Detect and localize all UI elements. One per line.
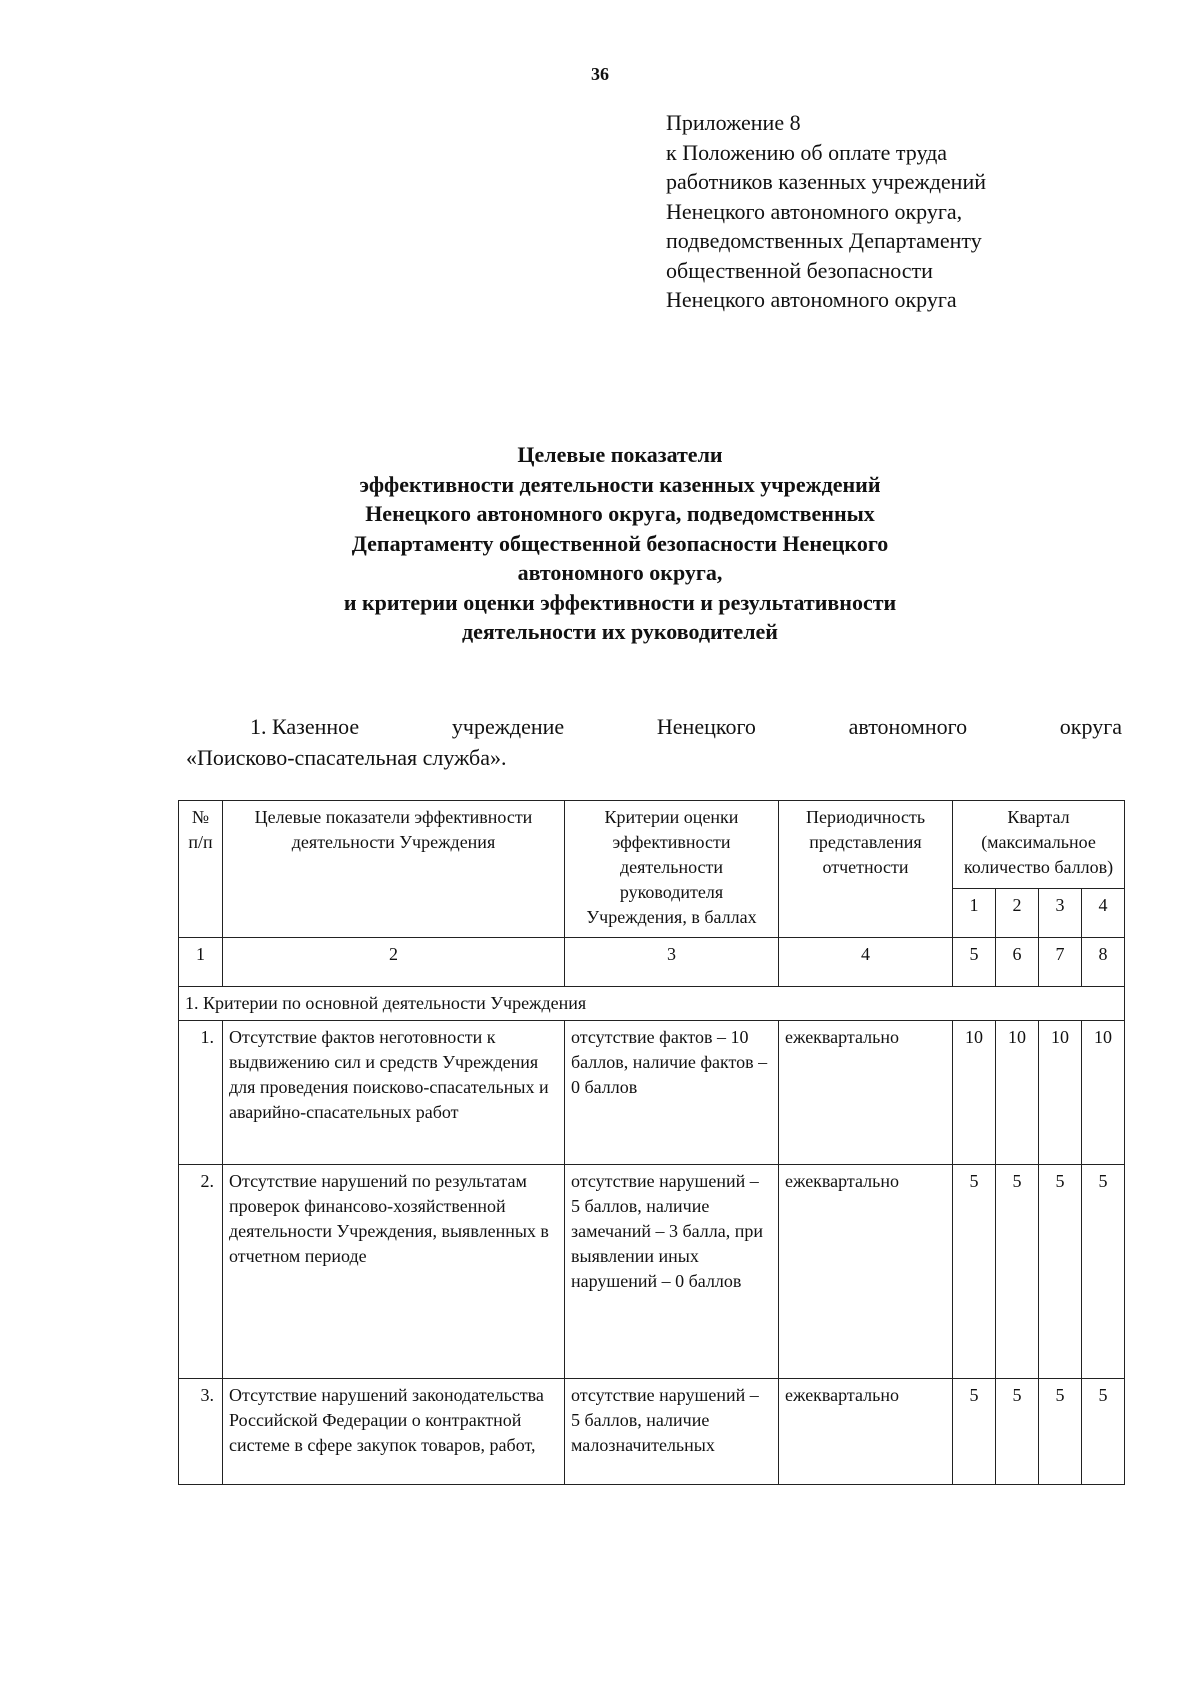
section-heading xyxy=(186,711,1122,773)
appendix-line: к Положению об оплате труда xyxy=(666,139,948,165)
row-periodicity: ежеквартально xyxy=(779,1379,953,1485)
row-score: 5 xyxy=(1082,1379,1125,1485)
row-indicator: Отсутствие фактов неготовности к выдвижению сил и средств Учреждения для проведения поисково-спасательных и аварийно-спасательных работ xyxy=(223,1021,565,1165)
row-criteria: отсутствие фактов – 10 баллов, наличие фактов – 0 баллов xyxy=(565,1021,779,1165)
table-row xyxy=(179,1021,1125,1165)
column-number: 6 xyxy=(996,938,1039,987)
header-quarter-num: 2 xyxy=(996,889,1039,938)
title-line: и критерии оценки эффективности и результативности xyxy=(343,589,897,615)
section-word: Ненецкого xyxy=(656,714,756,739)
header-periodicity: Периодичность представления отчетности xyxy=(779,801,953,938)
appendix-line: работников казенных учреждений xyxy=(666,169,986,194)
header-criteria: Критерии оценки эффективности деятельности руководителя Учреждения, в баллах xyxy=(565,801,779,938)
row-score: 10 xyxy=(1082,1021,1125,1165)
row-score: 10 xyxy=(996,1021,1039,1165)
table-row xyxy=(179,1379,1125,1485)
title-line: Ненецкого автономного округа, подведомственных xyxy=(365,501,875,526)
row-indicator: Отсутствие нарушений законодательства Российской Федерации о контрактной системе в сфере закупок товаров, работ, xyxy=(223,1379,565,1485)
section-word: округа xyxy=(1059,714,1122,739)
row-score: 5 xyxy=(1039,1379,1082,1485)
appendix-line: общественной безопасности xyxy=(666,257,933,283)
table-section-heading: 1. Критерии по основной деятельности Учреждения xyxy=(179,987,1125,1021)
title-line: деятельности их руководителей xyxy=(462,619,778,644)
row-indicator: Отсутствие нарушений по результатам проверок финансово-хозяйственной деятельности Учреждения, выявленных в отчетном периоде xyxy=(223,1165,565,1379)
column-number: 1 xyxy=(179,938,223,987)
section-word: учреждение xyxy=(451,714,565,739)
table-row xyxy=(179,1165,1125,1379)
row-score: 5 xyxy=(996,1379,1039,1485)
appendix-block xyxy=(666,108,986,315)
column-number-row xyxy=(179,938,1125,987)
header-quarter-num: 1 xyxy=(953,889,996,938)
row-score: 5 xyxy=(996,1165,1039,1379)
header-quarter-num: 3 xyxy=(1039,889,1082,938)
section-heading-line xyxy=(186,711,1122,742)
criteria-table xyxy=(178,800,1125,1485)
page-number: 36 xyxy=(591,64,609,84)
row-score: 5 xyxy=(1082,1165,1125,1379)
row-criteria: отсутствие нарушений – 5 баллов, наличие замечаний – 3 балла, при выявлении иных нарушений – 0 баллов xyxy=(565,1165,779,1379)
row-periodicity: ежеквартально xyxy=(779,1165,953,1379)
table-header-row xyxy=(179,801,1125,889)
column-number: 4 xyxy=(779,938,953,987)
column-number: 7 xyxy=(1039,938,1082,987)
document-title xyxy=(240,440,1000,647)
column-number: 3 xyxy=(565,938,779,987)
header-quarter-num: 4 xyxy=(1082,889,1125,938)
title-line: Целевые показатели xyxy=(517,442,723,467)
column-number: 8 xyxy=(1082,938,1125,987)
section-word: 1. Казенное xyxy=(250,714,360,739)
row-num: 3. xyxy=(179,1379,223,1485)
row-num: 2. xyxy=(179,1165,223,1379)
row-num: 1. xyxy=(179,1021,223,1165)
title-line: Департаменту общественной безопасности Ненецкого xyxy=(351,530,889,556)
row-criteria: отсутствие нарушений – 5 баллов, наличие малозначительных xyxy=(565,1379,779,1485)
row-score: 5 xyxy=(953,1165,996,1379)
appendix-line: Ненецкого автономного округа xyxy=(666,287,957,312)
row-score: 5 xyxy=(1039,1165,1082,1379)
column-number: 2 xyxy=(223,938,565,987)
table-section-row xyxy=(179,987,1125,1021)
column-number: 5 xyxy=(953,938,996,987)
header-indicators: Целевые показатели эффективности деятельности Учреждения xyxy=(223,801,565,938)
row-periodicity: ежеквартально xyxy=(779,1021,953,1165)
appendix-line: подведомственных Департаменту xyxy=(666,228,982,253)
row-score: 5 xyxy=(953,1379,996,1485)
header-quarter: Квартал (максимальное количество баллов) xyxy=(953,801,1125,889)
row-score: 10 xyxy=(1039,1021,1082,1165)
section-heading-line: «Поисково-спасательная служба». xyxy=(186,745,507,770)
header-num: № п/п xyxy=(179,801,223,938)
section-word: автономного xyxy=(848,714,968,739)
title-line: автономного округа, xyxy=(517,560,723,585)
appendix-line: Ненецкого автономного округа, xyxy=(666,198,963,224)
title-line: эффективности деятельности казенных учреждений xyxy=(359,471,881,497)
row-score: 10 xyxy=(953,1021,996,1165)
appendix-line: Приложение 8 xyxy=(666,110,801,135)
